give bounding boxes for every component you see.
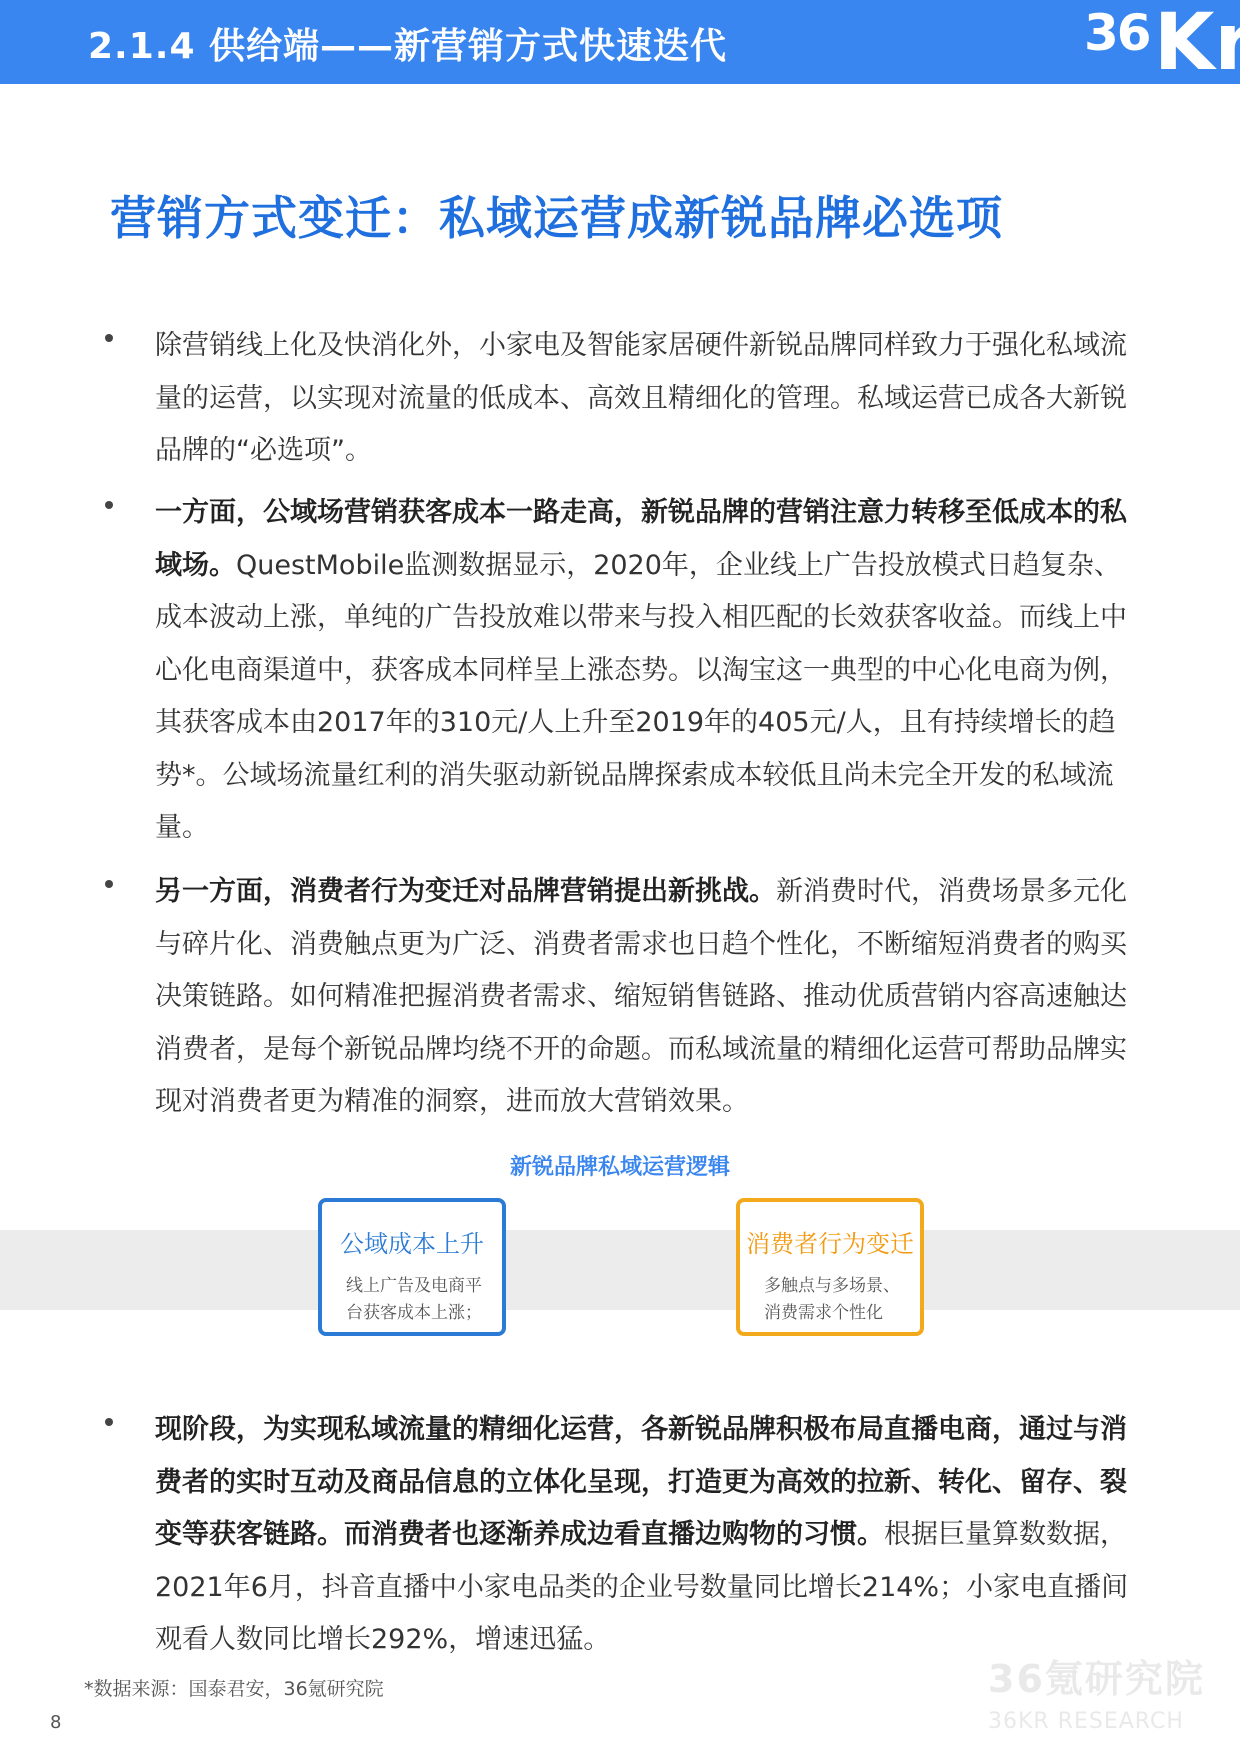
bullet-icon bbox=[105, 1418, 113, 1426]
bullet-bold-lead: 现阶段，为实现私域流量的精细化运营，各新锐品牌积极布局直播电商，通过与消费者的实时互动及商品信息的立体化呈现，打造更为高效的拉新、转化、留存、裂变等获客链路。而消费者也逐渐养成边看直播边购物的习惯。 bbox=[155, 1414, 1127, 1550]
bullet-icon bbox=[105, 880, 113, 888]
public-domain-cost-card bbox=[318, 1198, 506, 1336]
page-title: 营销方式变迁：私域运营成新锐品牌必选项 bbox=[110, 191, 1003, 245]
logo-digits: 36 bbox=[1084, 4, 1150, 62]
36kr-logo bbox=[1070, 0, 1253, 88]
header-bar bbox=[0, 0, 1253, 88]
section-title: 2.1.4 供给端——新营销方式快速迭代 bbox=[88, 26, 728, 67]
logo-letters: Kr bbox=[1154, 0, 1253, 88]
card-description: 线上广告及电商平台获客成本上涨； bbox=[346, 1276, 482, 1323]
bullet-bold-lead: 另一方面，消费者行为变迁对品牌营销提出新挑战。 bbox=[155, 876, 776, 907]
card-title: 公域成本上升 bbox=[340, 1230, 484, 1258]
bullet-text bbox=[155, 487, 1135, 855]
bullet-body: 新消费时代，消费场景多元化与碎片化、消费触点更为广泛、消费者需求也日趋个性化，不断缩短消费者的购买决策链路。如何精准把握消费者需求、缩短销售链路、推动优质营销内容高速触达消费者，是每个新锐品牌均绕不开的命题。而私域流量的精细化运营可帮助品牌实现对消费者更为精准的洞察，进而放大营销效果。 bbox=[155, 876, 1127, 1117]
diagram-title: 新锐品牌私域运营逻辑 bbox=[509, 1155, 730, 1180]
bullet-icon bbox=[105, 501, 113, 509]
bullet-text bbox=[155, 1404, 1135, 1667]
bullet-bold-lead: 一方面，公域场营销获客成本一路走高，新锐品牌的营销注意力转移至低成本的私域场。 bbox=[155, 497, 1127, 581]
bullet-item bbox=[105, 487, 1135, 855]
bullet-text bbox=[155, 866, 1135, 1129]
watermark bbox=[988, 1648, 1205, 1734]
page-number: 8 bbox=[50, 1712, 62, 1733]
bullet-body: 根据巨量算数数据，2021年6月，抖音直播中小家电品类的企业号数量同比增长214%；小家电直播间观看人数同比增长292%，增速迅猛。 bbox=[155, 1519, 1129, 1655]
data-source-footnote: *数据来源：国泰君安，36氪研究院 bbox=[84, 1678, 384, 1700]
card-description: 多触点与多场景、消费需求个性化 bbox=[764, 1276, 900, 1323]
bullet-item bbox=[105, 866, 1135, 1129]
bullet-item bbox=[105, 1404, 1135, 1667]
bullet-item bbox=[105, 320, 1135, 478]
bullet-text bbox=[155, 320, 1135, 478]
watermark-cn: 36氪研究院 bbox=[988, 1657, 1205, 1701]
bullet-body: QuestMobile监测数据显示，2020年，企业线上广告投放模式日趋复杂、成本波动上涨，单纯的广告投放难以带来与投入相匹配的长效获客收益。而线上中心化电商渠道中，获客成本同样呈上涨态势。以淘宝这一典型的中心化电商为例，其获客成本由2017年的310元/人上升至2019年的405元/人，且有持续增长的趋势*。公域场流量红利的消失驱动新锐品牌探索成本较低且尚未完全开发的私域流量。 bbox=[155, 549, 1127, 843]
bullet-body: 除营销线上化及快消化外，小家电及智能家居硬件新锐品牌同样致力于强化私域流量的运营，以实现对流量的低成本、高效且精细化的管理。私域运营已成各大新锐品牌的“必选项”。 bbox=[155, 330, 1127, 466]
card-title: 消费者行为变迁 bbox=[746, 1230, 914, 1258]
bullet-icon bbox=[105, 334, 113, 342]
consumer-behavior-card bbox=[736, 1198, 924, 1336]
diagram-band bbox=[0, 1230, 1240, 1310]
watermark-en: 36KR RESEARCH bbox=[988, 1709, 1184, 1734]
